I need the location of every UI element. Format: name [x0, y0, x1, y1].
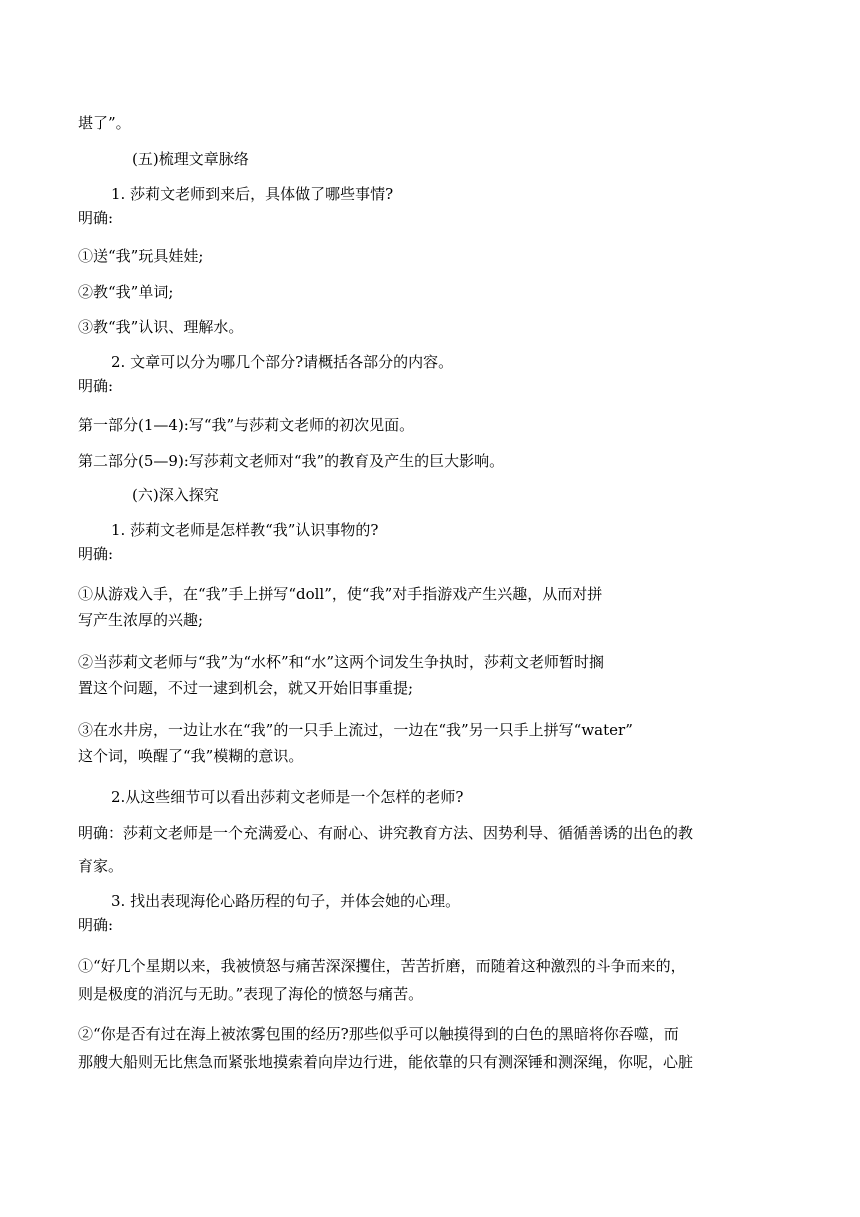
section-heading: (六)深入探究 [132, 486, 219, 504]
question: 3. 找出表现海伦心路历程的句子，并体会她的心理。 [111, 892, 461, 910]
answer-label: 明确: [78, 209, 114, 227]
answer-label: 明确: [78, 916, 114, 934]
answer-label: 明确: [78, 545, 114, 563]
answer-item: ②“你是否有过在海上被浓雾包围的经历?那些似乎可以触摸得到的白色的黑暗将你吞噬，而 [78, 1025, 679, 1043]
answer-item: ②当莎莉文老师与“我”为“水杯”和“水”这两个词发生争执时，莎莉文老师暂时搁 [78, 653, 605, 671]
answer-item: ②教“我”单词; [78, 283, 174, 301]
question: 2. 文章可以分为哪几个部分?请概括各部分的内容。 [111, 353, 454, 371]
section-heading: (五)梳理文章脉络 [132, 150, 249, 168]
answer-item: 第一部分(1—4):写“我”与莎莉文老师的初次见面。 [78, 416, 415, 434]
answer-item-cont: 写产生浓厚的兴趣; [78, 611, 204, 629]
answer-item-cont: 那艘大船则无比焦急而紧张地摸索着向岸边行进，能依靠的只有测深锤和测深绳，你呢，心脏 [78, 1053, 694, 1071]
question: 1. 莎莉文老师到来后，具体做了哪些事情? [111, 185, 394, 203]
answer-item: 第二部分(5—9):写莎莉文老师对“我”的教育及产生的巨大影响。 [78, 452, 505, 470]
answer-item-cont: 这个词，唤醒了“我”模糊的意识。 [78, 747, 304, 765]
answer-item-cont: 置这个问题，不过一逮到机会，就又开始旧事重提; [78, 679, 414, 697]
question: 1. 莎莉文老师是怎样教“我”认识事物的? [111, 521, 379, 539]
answer-text-cont: 育家。 [78, 857, 124, 875]
answer-item: ①“好几个星期以来，我被愤怒与痛苦深深攫住，苦苦折磨，而随着这种激烈的斗争而来的， [78, 957, 686, 975]
answer-text: 明确：莎莉文老师是一个充满爱心、有耐心、讲究教育方法、因势利导、循循善诱的出色的教 [78, 824, 694, 842]
answer-item: ①从游戏入手，在“我”手上拼写“doll”，使“我”对手指游戏产生兴趣，从而对拼 [78, 585, 603, 603]
answer-item: ③在水井房，一边让水在“我”的一只手上流过，一边在“我”另一只手上拼写“water” [78, 721, 633, 739]
answer-item: ①送“我”玩具娃娃; [78, 247, 204, 265]
answer-item: ③教“我”认识、理解水。 [78, 318, 244, 336]
question: 2.从这些细节可以看出莎莉文老师是一个怎样的老师? [111, 788, 464, 806]
answer-item-cont: 则是极度的消沉与无助。”表现了海伦的愤怒与痛苦。 [78, 985, 424, 1003]
text-line: 堪了”。 [78, 114, 131, 132]
answer-label: 明确: [78, 377, 114, 395]
